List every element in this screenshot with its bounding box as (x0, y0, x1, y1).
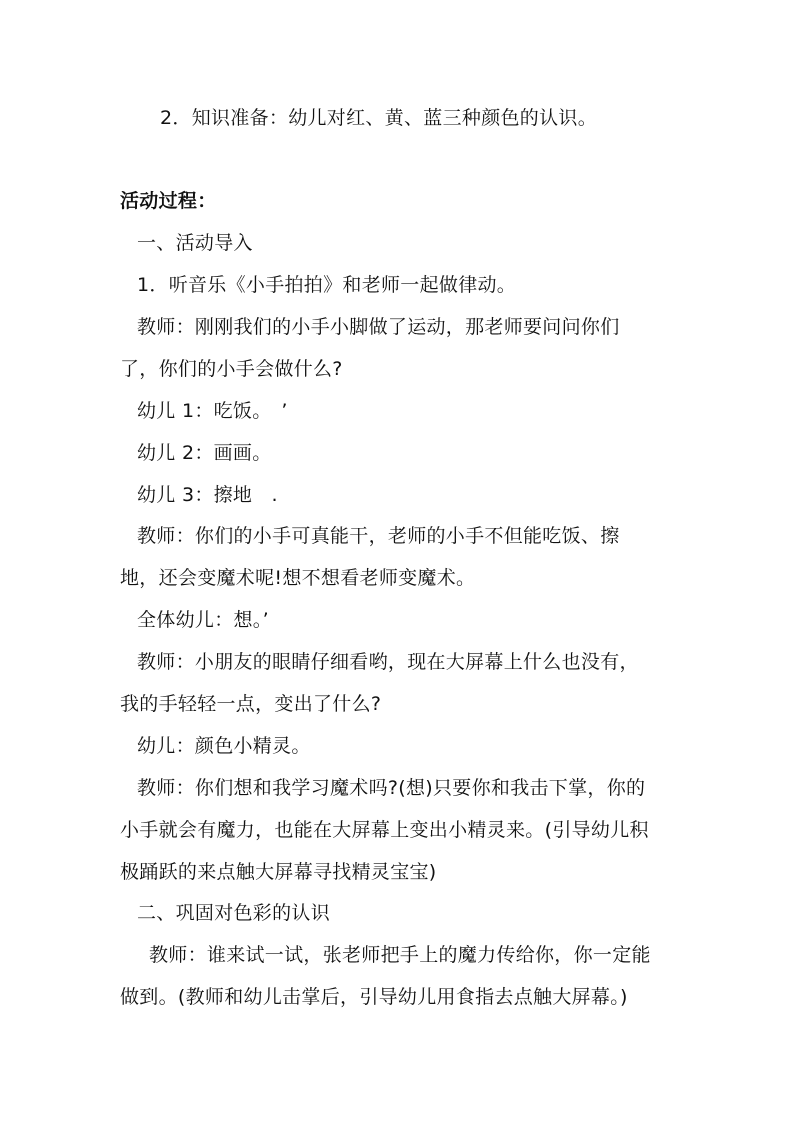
paragraph-line: 全体幼儿：想。’ (137, 609, 269, 631)
paragraph-line: 教师：你们想和我学习魔术吗?(想)只要你和我击下掌，你的 (137, 777, 646, 799)
section-heading-activity-process: 活动过程： (120, 190, 217, 212)
paragraph-line: 幼儿 2：画画。 (137, 442, 272, 464)
subheading-color-review: 二、巩固对色彩的认识 (137, 902, 331, 924)
paragraph-line: 地，还会变魔术呢!想不想看老师变魔术。 (120, 567, 476, 589)
paragraph-line: 了，你们的小手会做什么? (120, 358, 343, 380)
knowledge-prep-line: 2．知识准备：幼儿对红、黄、蓝三种颜色的认识。 (160, 107, 597, 129)
subheading-activity-intro: 一、活动导入 (137, 232, 253, 254)
paragraph-line: 教师：谁来试一试，张老师把手上的魔力传给你，你一定能 (149, 944, 651, 966)
paragraph-line: 幼儿 1：吃饭。 ’ (137, 400, 288, 422)
paragraph-line: 极踊跃的来点触大屏幕寻找精灵宝宝) (120, 861, 437, 883)
paragraph-line: 教师：你们的小手可真能干，老师的小手不但能吃饭、擦 (137, 525, 620, 547)
paragraph-line: 幼儿：颜色小精灵。 (137, 735, 311, 757)
paragraph-line: 1．听音乐《小手拍拍》和老师一起做律动。 (137, 274, 517, 296)
paragraph-line: 教师：刚刚我们的小手小脚做了运动，那老师要问问你们 (137, 316, 620, 338)
paragraph-line: 做到。(教师和幼儿击掌后，引导幼儿用食指去点触大屏幕。) (120, 986, 628, 1008)
paragraph-line: 教师：小朋友的眼睛仔细看哟，现在大屏幕上什么也没有， (137, 651, 639, 673)
paragraph-line: 我的手轻轻一点，变出了什么? (120, 693, 382, 715)
paragraph-line: 幼儿 3：擦地 . (137, 484, 278, 506)
paragraph-line: 小手就会有魔力，也能在大屏幕上变出小精灵来。(引导幼儿积 (120, 819, 649, 841)
